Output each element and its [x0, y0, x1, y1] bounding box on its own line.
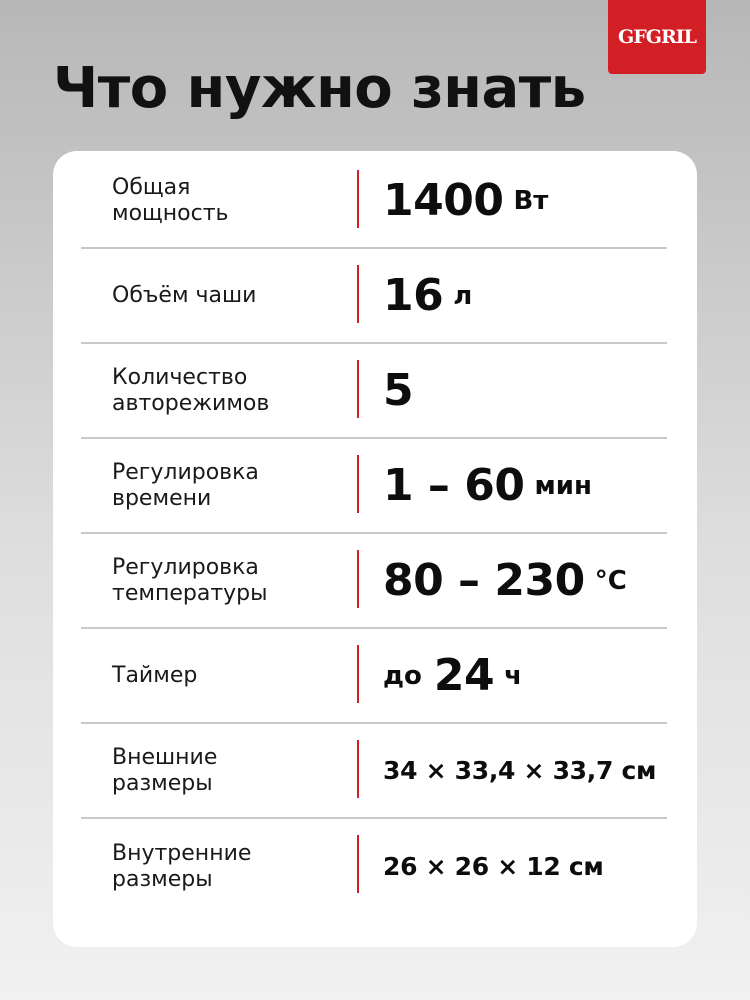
spec-label: Общая мощность: [112, 174, 229, 226]
spec-label: Внешние размеры: [112, 744, 218, 796]
spec-value-unit: Вт: [513, 185, 549, 216]
spec-value-unit: мин: [534, 470, 592, 501]
spec-divider: [357, 265, 359, 323]
spec-value-unit: ч: [504, 660, 522, 691]
spec-label: Внутренние размеры: [112, 840, 252, 892]
spec-value: [383, 534, 667, 627]
spec-row-inner-dimensions: [81, 819, 667, 914]
spec-divider: [357, 645, 359, 703]
spec-label: Объём чаши: [112, 282, 257, 308]
spec-row-auto-modes: [81, 344, 667, 439]
spec-value-prefix: до: [383, 660, 422, 691]
spec-divider: [357, 360, 359, 418]
spec-value-unit: °C: [594, 565, 627, 596]
spec-value-number: 24: [433, 650, 495, 701]
spec-value-number: 34 × 33,4 × 33,7 см: [383, 756, 657, 785]
spec-label: Регулировка температуры: [112, 554, 268, 606]
specs-card: [53, 151, 697, 947]
spec-value-unit: л: [453, 280, 473, 311]
spec-value-number: 16: [383, 270, 444, 321]
spec-divider: [357, 835, 359, 893]
spec-value-number: 1 – 60: [383, 460, 525, 511]
spec-value: [383, 344, 667, 437]
spec-divider: [357, 170, 359, 228]
spec-divider: [357, 455, 359, 513]
spec-value: [383, 154, 667, 247]
spec-row-temperature-range: [81, 534, 667, 629]
spec-value: [383, 439, 667, 532]
spec-value: [383, 629, 667, 722]
spec-row-timer: [81, 629, 667, 724]
brand-logo: [608, 0, 706, 74]
spec-row-bowl-volume: [81, 249, 667, 344]
spec-row-time-range: [81, 439, 667, 534]
spec-label: Регулировка времени: [112, 459, 259, 511]
spec-row-power: [81, 154, 667, 249]
brand-logo-text: GFGRIL: [618, 26, 696, 48]
spec-divider: [357, 740, 359, 798]
spec-value: [383, 249, 667, 342]
spec-value-number: 5: [383, 365, 414, 416]
spec-label: Количество авторежимов: [112, 364, 270, 416]
spec-value-number: 26 × 26 × 12 см: [383, 852, 604, 881]
spec-label: Таймер: [112, 662, 198, 688]
spec-value: [383, 819, 667, 914]
spec-value: [383, 724, 667, 817]
spec-value-number: 80 – 230: [383, 555, 585, 606]
spec-divider: [357, 550, 359, 608]
page-title: Что нужно знать: [53, 56, 586, 121]
spec-value-number: 1400: [383, 175, 504, 226]
spec-row-outer-dimensions: [81, 724, 667, 819]
